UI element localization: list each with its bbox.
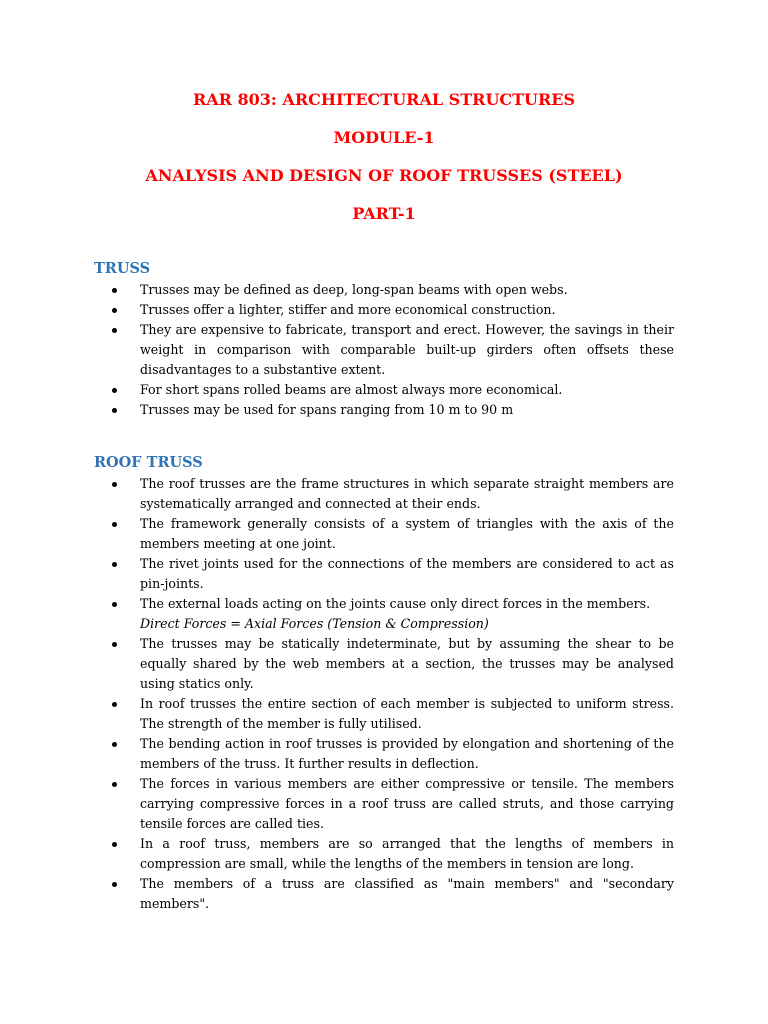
bullet-text: Trusses may be used for spans ranging from 10 m to 90 m <box>140 402 514 417</box>
bullet-icon <box>112 522 117 527</box>
list-item <box>112 380 674 400</box>
bullet-icon <box>112 328 117 333</box>
bullet-text: The members of a truss are classified as "main members" and "secondary members". <box>140 876 674 911</box>
list-item <box>112 554 674 594</box>
bullet-text: The rivet joints used for the connections of the members are considered to act as pin-joints. <box>140 556 674 591</box>
bullet-text: For short spans rolled beams are almost always more economical. <box>140 382 563 397</box>
bullet-icon <box>112 602 117 607</box>
list-item <box>112 774 674 834</box>
bullet-icon <box>112 482 117 487</box>
bullet-icon <box>112 782 117 787</box>
list-item <box>112 320 674 380</box>
section-heading-truss: TRUSS <box>94 260 151 277</box>
bullet-icon <box>112 642 117 647</box>
bullet-icon <box>112 388 117 393</box>
bullet-icon <box>112 562 117 567</box>
bullet-text: In a roof truss, members are so arranged that the lengths of members in compression are small, while the lengths of the members in tension are long. <box>140 836 674 871</box>
axial-forces-note: Direct Forces = Axial Forces (Tension & Compression) <box>140 616 489 631</box>
list-item <box>112 634 674 694</box>
bullet-icon <box>112 408 117 413</box>
part-title: PART-1 <box>352 204 416 223</box>
bullet-text: In roof trusses the entire section of each member is subjected to uniform stress. The strength of the member is fully utilised. <box>140 696 674 731</box>
bullet-text: Trusses may be defined as deep, long-span beams with open webs. <box>140 282 568 297</box>
list-item <box>112 834 674 874</box>
bullet-text: The bending action in roof trusses is provided by elongation and shortening of the members of the truss. It further results in deflection. <box>140 736 674 771</box>
truss-bullet-list <box>112 280 674 420</box>
list-item <box>112 474 674 514</box>
list-item <box>112 734 674 774</box>
bullet-text: The framework generally consists of a system of triangles with the axis of the members meeting at one joint. <box>140 516 674 551</box>
bullet-icon <box>112 742 117 747</box>
bullet-text: The external loads acting on the joints cause only direct forces in the members. <box>140 596 651 611</box>
bullet-icon <box>112 882 117 887</box>
bullet-text: Trusses offer a lighter, stiffer and more economical construction. <box>140 302 556 317</box>
bullet-text: The trusses may be statically indeterminate, but by assuming the shear to be equally shared by the web members at a section, the trusses may be analysed using statics only. <box>140 636 674 691</box>
bullet-text: The roof trusses are the frame structures in which separate straight members are systematically arranged and connected at their ends. <box>140 476 674 511</box>
bullet-icon <box>112 308 117 313</box>
bullet-text: They are expensive to fabricate, transport and erect. However, the savings in their weight in comparison with comparable built-up girders often offsets these disadvantages to a substantive extent. <box>140 322 674 377</box>
module-title: MODULE-1 <box>333 128 435 147</box>
course-title: RAR 803: ARCHITECTURAL STRUCTURES <box>192 90 576 109</box>
list-item <box>112 514 674 554</box>
list-item <box>112 280 674 300</box>
roof-truss-bullet-list <box>112 474 674 914</box>
list-item <box>112 694 674 734</box>
bullet-icon <box>112 842 117 847</box>
list-item <box>112 400 674 420</box>
bullet-icon <box>112 288 117 293</box>
list-item <box>112 594 674 634</box>
bullet-text: The forces in various members are either compressive or tensile. The members carrying compressive forces in a roof truss are called struts, and those carrying tensile forces are called ties. <box>140 776 674 831</box>
bullet-icon <box>112 702 117 707</box>
list-item <box>112 874 674 914</box>
list-item <box>112 300 674 320</box>
section-heading-roof-truss: ROOF TRUSS <box>94 454 203 471</box>
topic-title: ANALYSIS AND DESIGN OF ROOF TRUSSES (STEEL) <box>145 166 623 185</box>
